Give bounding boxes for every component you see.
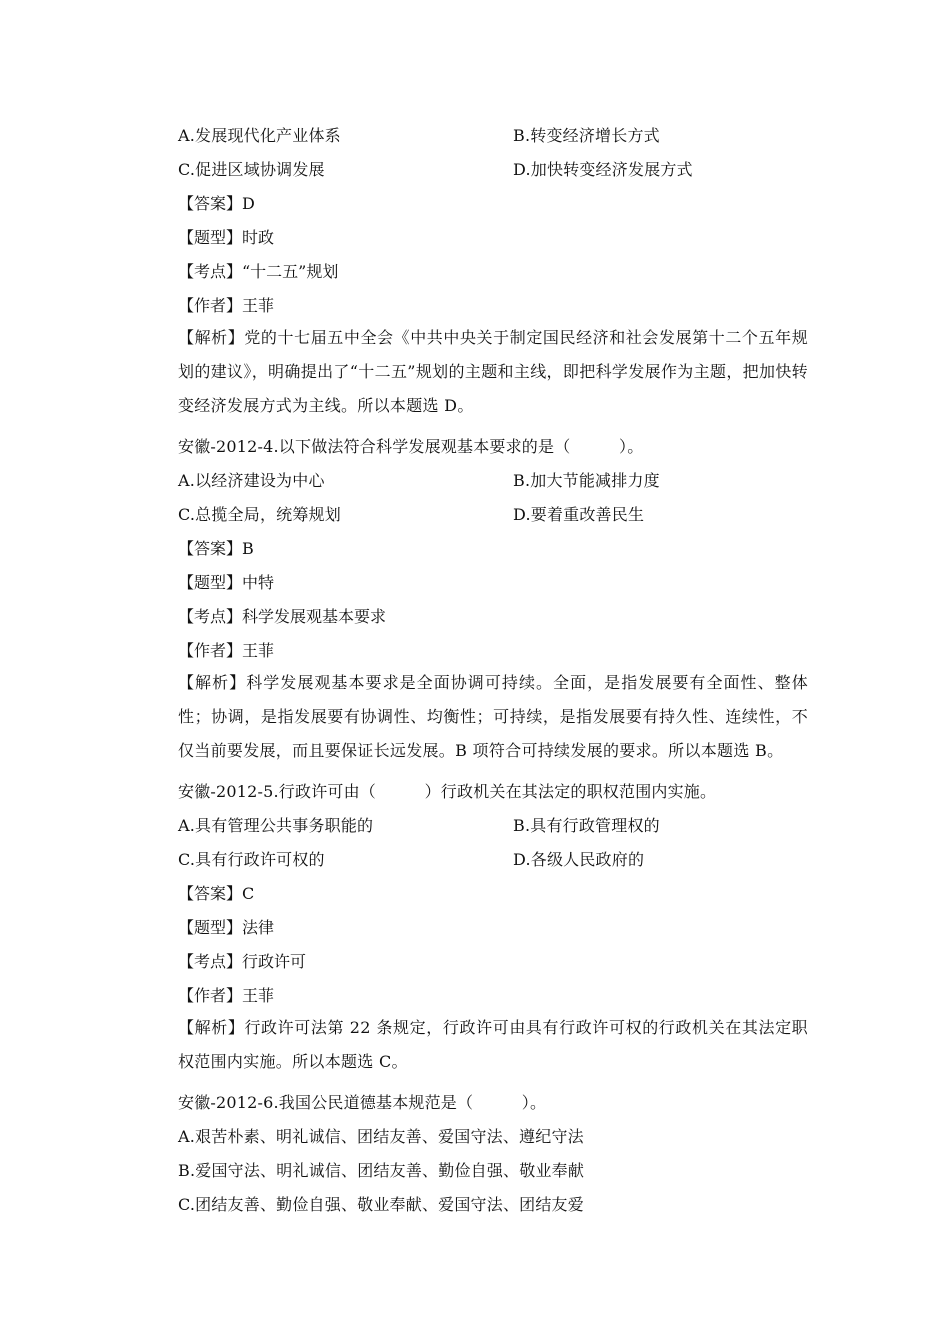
q3-option-a: A.发展现代化产业体系	[178, 126, 341, 145]
q4-option-b: B.加大节能减排力度	[513, 471, 660, 490]
q4-analysis	[145, 666, 808, 768]
q5-stem: 安徽-2012-5.行政许可由（ ）行政机关在其法定的职权范围内实施。	[178, 782, 717, 801]
q5-point: 【考点】行政许可	[178, 952, 307, 971]
q5-type: 【题型】法律	[178, 918, 275, 937]
q3-author: 【作者】王菲	[178, 296, 275, 315]
q5-author: 【作者】王菲	[178, 986, 275, 1005]
q4-analysis-text: 【解析】科学发展观基本要求是全面协调可持续。全面，是指发展要有全面性、整体性；协调，是指发展要有协调性、均衡性；可持续，是指发展要有持久性、连续性，不仅当前要发展，而且要保证长远发展。B 项符合可持续发展的要求。所以本题选 B。	[178, 673, 808, 760]
q3-option-c: C.促进区域协调发展	[178, 160, 325, 179]
q3-type: 【题型】时政	[178, 228, 275, 247]
q4-point: 【考点】科学发展观基本要求	[178, 607, 387, 626]
q4-option-a: A.以经济建设为中心	[178, 471, 325, 490]
q4-option-d: D.要着重改善民生	[513, 505, 645, 524]
q5-option-c: C.具有行政许可权的	[178, 850, 325, 869]
q6-option-c: C.团结友善、勤俭自强、敬业奉献、爱国守法、团结友爱	[178, 1195, 584, 1214]
q6-option-b: B.爱国守法、明礼诚信、团结友善、勤俭自强、敬业奉献	[178, 1161, 585, 1180]
q5-option-a: A.具有管理公共事务职能的	[178, 816, 374, 835]
q5-analysis-text: 【解析】行政许可法第 22 条规定，行政许可由具有行政许可权的行政机关在其法定职权范围内实施。所以本题选 C。	[178, 1018, 808, 1071]
q4-type: 【题型】中特	[178, 573, 275, 592]
q5-option-d: D.各级人民政府的	[513, 850, 645, 869]
q4-option-c: C.总揽全局，统筹规划	[178, 505, 341, 524]
q4-answer: 【答案】B	[178, 539, 254, 558]
q5-option-b: B.具有行政管理权的	[513, 816, 660, 835]
q3-analysis	[145, 321, 808, 423]
q5-analysis	[145, 1011, 808, 1079]
q6-stem: 安徽-2012-6.我国公民道德基本规范是（ ）。	[178, 1093, 547, 1112]
q4-stem: 安徽-2012-4.以下做法符合科学发展观基本要求的是（ ）。	[178, 437, 644, 456]
q5-answer: 【答案】C	[178, 884, 255, 903]
q3-analysis-text: 【解析】党的十七届五中全会《中共中央关于制定国民经济和社会发展第十二个五年规划的建议》，明确提出了“十二五”规划的主题和主线，即把科学发展作为主题，把加快转变经济发展方式为主线。所以本题选 D。	[178, 328, 808, 415]
q6-option-a: A.艰苦朴素、明礼诚信、团结友善、爱国守法、遵纪守法	[178, 1127, 584, 1146]
q3-option-b: B.转变经济增长方式	[513, 126, 660, 145]
q4-author: 【作者】王菲	[178, 641, 275, 660]
q3-point: 【考点】“十二五”规划	[178, 262, 339, 281]
q3-answer: 【答案】D	[178, 194, 255, 213]
q3-option-d: D.加快转变经济发展方式	[513, 160, 693, 179]
